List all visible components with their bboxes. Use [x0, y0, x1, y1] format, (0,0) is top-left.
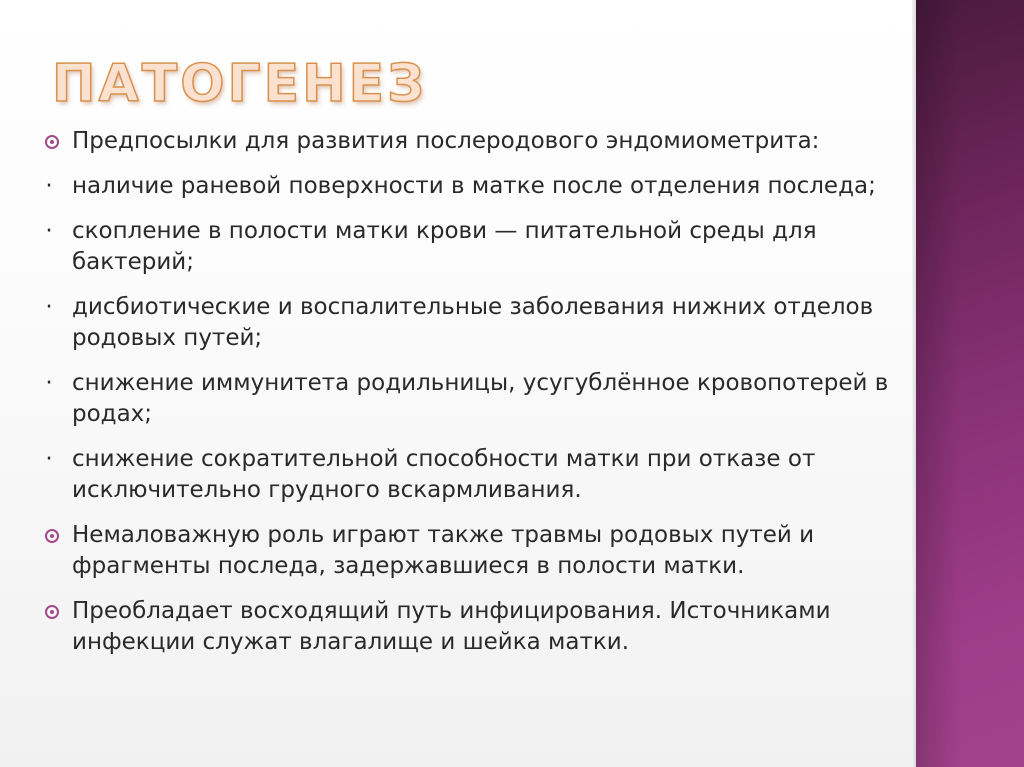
list-item-text: наличие раневой поверхности в матке после отделения последа;	[72, 173, 876, 199]
list-item-birth-trauma	[42, 520, 902, 582]
list-item-text: Предпосылки для развития послеродового эндомиометрита:	[72, 128, 820, 154]
circle-bullet-icon	[45, 605, 59, 619]
bullet-list	[42, 126, 902, 672]
list-item-text: снижение иммунитета родильницы, усугублённое кровопотерей в родах;	[72, 370, 889, 427]
dot-marker: ·	[45, 446, 53, 472]
list-item-dysbiotic-diseases	[42, 292, 902, 354]
dot-marker: ·	[45, 218, 53, 244]
list-item-text: Немаловажную роль играют также травмы родовых путей и фрагменты последа, задержавшиеся в полости матки.	[72, 522, 815, 579]
list-item-ascending-infection	[42, 596, 902, 658]
list-item-text: дисбиотические и воспалительные заболевания нижних отделов родовых путей;	[72, 294, 874, 351]
list-item-blood-accumulation	[42, 216, 902, 278]
list-item-text: Преобладает восходящий путь инфицирования. Источниками инфекции служат влагалище и шейка матки.	[72, 598, 831, 655]
circle-bullet-icon	[45, 135, 59, 149]
circle-bullet-icon	[45, 529, 59, 543]
decorative-side-band	[916, 0, 1024, 767]
dot-marker: ·	[45, 173, 53, 199]
dot-marker: ·	[45, 370, 53, 396]
list-item-text: скопление в полости матки крови — питательной среды для бактерий;	[72, 218, 817, 275]
list-item-text: снижение сократительной способности матки при отказе от исключительно грудного вскармливания.	[72, 446, 816, 503]
list-item-reduced-contractility	[42, 444, 902, 506]
list-item-reduced-immunity	[42, 368, 902, 430]
list-item-wound-surface	[42, 171, 902, 202]
dot-marker: ·	[45, 294, 53, 320]
list-item-prerequisites	[42, 126, 902, 157]
slide-title: ПАТОГЕНЕЗ	[52, 54, 428, 114]
